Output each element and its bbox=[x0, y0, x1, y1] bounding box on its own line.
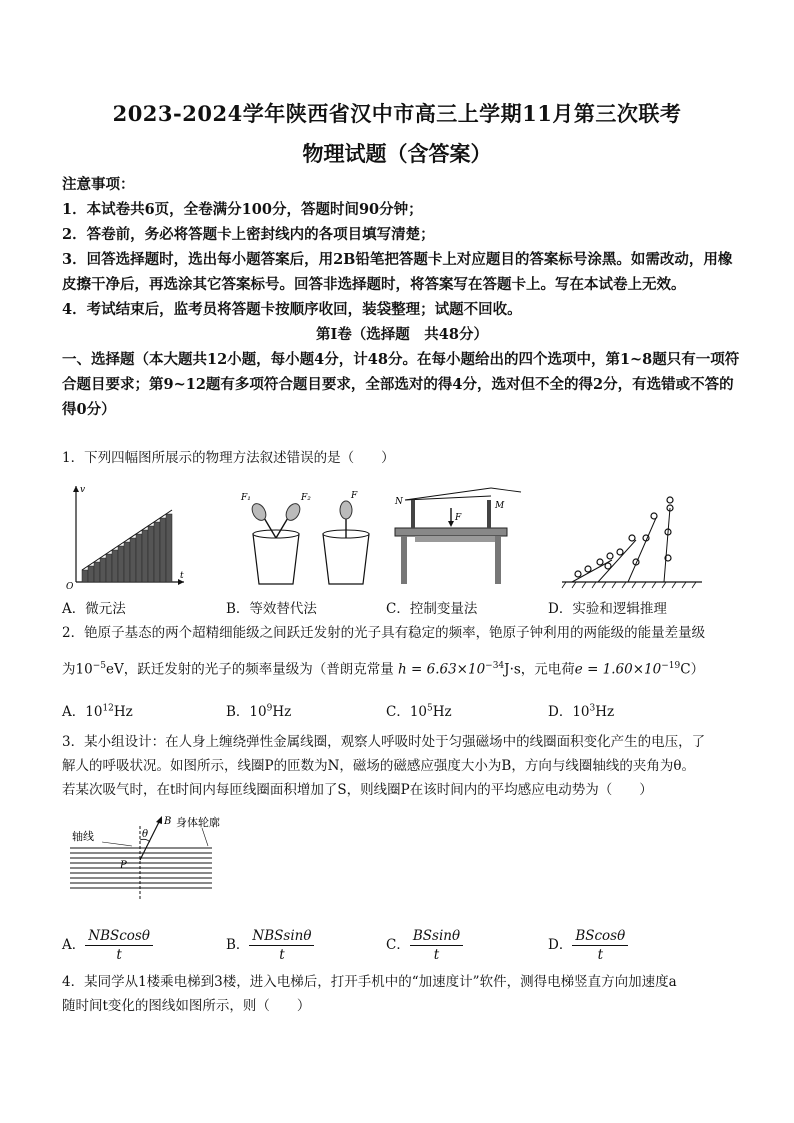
q2-option-b-unit: Hz bbox=[272, 704, 292, 720]
q2-exp: −5 bbox=[92, 661, 106, 671]
figure-c-table-mirrors bbox=[387, 478, 527, 590]
question-1 bbox=[62, 448, 742, 469]
q3-option-c-den: t bbox=[433, 947, 440, 963]
q2-const-e-exp: −19 bbox=[661, 661, 681, 671]
q2-const-h-unit: J·s，元电荷 bbox=[504, 661, 575, 678]
q2-stem-line1: 2．铯原子基态的两个超精细能级之间跃迁发射的光子具有稳定的频率，铯原子钟利用的两能级的能量差量级 bbox=[62, 625, 706, 641]
q3-option-d-label: D． bbox=[548, 937, 573, 953]
fig-c-m-label: M bbox=[495, 501, 505, 511]
q2-option-a-base: A．10 bbox=[62, 704, 103, 720]
q3-stem-line1: 3．某小组设计：在人身上缠绕弹性金属线圈，观察人呼吸时处于匀强磁场中的线圈面积变化产生的电压，了 bbox=[62, 734, 706, 750]
q2-option-c-unit: Hz bbox=[432, 704, 452, 720]
figure-a-vt-graph bbox=[62, 478, 192, 590]
q3-fig-theta-label: θ bbox=[142, 829, 149, 840]
q3-option-d-den: t bbox=[597, 947, 603, 963]
q3-option-c-label: C． bbox=[386, 937, 410, 953]
fig-a-t-label: t bbox=[180, 571, 184, 581]
q2-stem-line2 bbox=[62, 656, 742, 681]
q2-option-b-exp: 9 bbox=[266, 703, 273, 714]
fig-a-origin-label: O bbox=[66, 582, 74, 590]
q1-option-a[interactable]: A．微元法 bbox=[62, 601, 126, 617]
q3-option-c-num: BSsinθ bbox=[410, 927, 463, 946]
q2-option-b-base: B．10 bbox=[226, 704, 267, 720]
fig-b-f2-label: F₂ bbox=[301, 493, 311, 503]
q3-figure-coil bbox=[62, 810, 232, 910]
fig-b-f-label: F bbox=[351, 491, 358, 501]
q2-const-e: e = 1.60×10 bbox=[574, 661, 662, 678]
q2-option-c-base: C．10 bbox=[386, 704, 428, 720]
q1-figures bbox=[62, 478, 742, 590]
q2-stem-pre: 为10 bbox=[62, 661, 93, 678]
exam-title: 2023-2024学年陕西省汉中市高三上学期11月第三次联考 bbox=[112, 101, 682, 126]
exam-subtitle: 物理试题（含答案） bbox=[302, 141, 492, 166]
q3-fig-axis-label: 轴线 bbox=[72, 830, 94, 843]
question-3 bbox=[62, 730, 742, 802]
question-4 bbox=[62, 970, 742, 1018]
q3-option-a-num: NBScosθ bbox=[85, 927, 153, 946]
section-heading: 第Ⅰ卷（选择题 共48分） bbox=[316, 326, 488, 343]
q2-option-c[interactable] bbox=[386, 700, 452, 720]
q3-option-d-fraction bbox=[572, 927, 628, 964]
q3-option-b-num: NBSsinθ bbox=[249, 927, 314, 946]
q3-option-b-label: B． bbox=[226, 937, 250, 953]
q3-option-b[interactable] bbox=[226, 927, 314, 964]
notes-block bbox=[62, 172, 742, 422]
figure-d-inclines bbox=[552, 478, 712, 590]
q1-option-c[interactable]: C．控制变量法 bbox=[386, 601, 478, 617]
q3-option-d-num: BScosθ bbox=[572, 927, 628, 946]
q2-option-d[interactable] bbox=[548, 700, 614, 720]
q3-stem-line2: 解人的呼吸状况。如图所示，线圈P的匝数为N，磁场的磁感应强度大小为B，方向与线圈轴线的夹角为θ。 bbox=[62, 758, 695, 774]
q3-fig-b-label: B bbox=[164, 816, 172, 827]
q2-const-h-exp: −34 bbox=[485, 661, 505, 671]
q3-option-c-fraction bbox=[410, 927, 463, 964]
q3-option-c[interactable] bbox=[386, 927, 463, 964]
q3-options bbox=[62, 927, 742, 971]
q2-const-e-unit: C） bbox=[680, 661, 705, 678]
note-item: 3．回答选择题时，选出每小题答案后，用2B铅笔把答题卡上对应题目的答案标号涂黑。如需改动，用橡皮擦干净后，再选涂其它答案标号。回答非选择题时，将答案写在答题卡上。写在本试卷上无效。 bbox=[62, 251, 733, 293]
note-item: 4．考试结束后，监考员将答题卡按顺序收回，装袋整理；试题不回收。 bbox=[62, 301, 522, 318]
note-item: 1．本试卷共6页，全卷满分100分，答题时间90分钟； bbox=[62, 201, 423, 218]
fig-a-v-label: v bbox=[80, 485, 86, 495]
section-instructions: 一、选择题（本大题共12小题，每小题4分，计48分。在每小题给出的四个选项中，第1~8题只有一项符合题目要求；第9~12题有多项符合题目要求，全部选对的得4分，选对但不全的得2分，有选错或不答的得0分） bbox=[62, 351, 740, 418]
q2-option-d-unit: Hz bbox=[595, 704, 615, 720]
q3-option-b-fraction bbox=[249, 927, 314, 964]
q3-option-b-den: t bbox=[279, 947, 285, 963]
q2-option-d-base: D．10 bbox=[548, 704, 590, 720]
q3-fig-p-label: P bbox=[120, 860, 127, 871]
q2-stem-mid: eV，跃迁发射的光子的频率量级为（普朗克常量 bbox=[105, 661, 394, 678]
fig-c-f-label: F bbox=[455, 513, 462, 523]
q2-option-a-exp: 12 bbox=[102, 703, 114, 714]
question-2 bbox=[62, 623, 742, 681]
q1-option-b[interactable]: B．等效替代法 bbox=[226, 601, 317, 617]
q3-option-a[interactable] bbox=[62, 927, 153, 964]
q1-option-d[interactable]: D．实验和逻辑推理 bbox=[548, 601, 667, 617]
q2-option-a-unit: Hz bbox=[113, 704, 133, 720]
q3-option-d[interactable] bbox=[548, 927, 628, 964]
q2-option-c-exp: 5 bbox=[427, 703, 433, 714]
fig-c-n-label: N bbox=[395, 497, 403, 507]
q3-fig-body-label: 身体轮廓 bbox=[176, 816, 220, 829]
figure-b-buckets bbox=[227, 478, 397, 590]
q2-option-a[interactable] bbox=[62, 700, 133, 720]
q4-stem-line2: 随时间t变化的图线如图所示，则（ ） bbox=[62, 998, 311, 1014]
q3-option-a-den: t bbox=[116, 947, 122, 963]
fig-b-f1-label: F₁ bbox=[241, 493, 251, 503]
q1-stem: 1．下列四幅图所展示的物理方法叙述错误的是（ ） bbox=[62, 450, 395, 466]
q2-const-h: h = 6.63×10 bbox=[398, 661, 486, 678]
q4-stem-line1: 4．某同学从1楼乘电梯到3楼，进入电梯后，打开手机中的“加速度计”软件，测得电梯竖直方向加速度a bbox=[62, 974, 677, 990]
q3-option-a-label: A． bbox=[62, 937, 86, 953]
notes-heading: 注意事项： bbox=[62, 176, 135, 193]
q3-option-a-fraction bbox=[85, 927, 153, 964]
q2-option-d-exp: 3 bbox=[589, 703, 596, 714]
q3-stem-line3: 若某次吸气时，在t时间内每匝线圈面积增加了S，则线圈P在该时间内的平均感应电动势为（ ） bbox=[62, 782, 653, 798]
note-item: 2．答卷前，务必将答题卡上密封线内的各项目填写清楚； bbox=[62, 226, 435, 243]
q2-option-b[interactable] bbox=[226, 700, 291, 720]
